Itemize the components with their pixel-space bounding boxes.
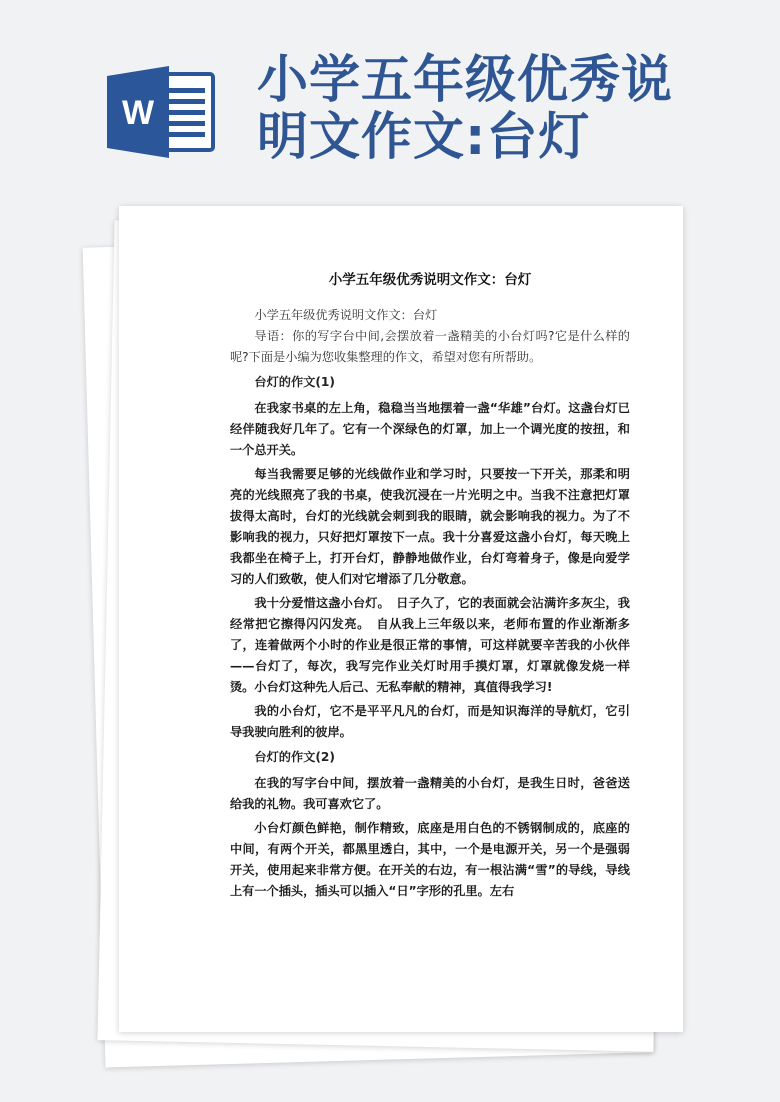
paragraph: 在我的写字台中间，摆放着一盏精美的小台灯，是我生日时，爸爸送给我的礼物。我可喜欢它了。 xyxy=(230,776,630,811)
page-title xyxy=(257,52,767,166)
paragraph: 我的小台灯，它不是平平凡凡的台灯，而是知识海洋的导航灯，它引导我驶向胜利的彼岸。 xyxy=(230,704,630,739)
document-title: 小学五年级优秀说明文作文：台灯 xyxy=(328,272,532,288)
paragraph: 我十分爱惜这盏小台灯。 日子久了，它的表面就会沾满许多灰尘，我经常把它擦得闪闪发亮。 自从我上三年级以来，老师布置的作业渐渐多了，连着做两个小时的作业是很正常的事情，可这样就要辛苦我的小伙伴——台灯了，每次，我写完作业关灯时用手摸灯罩，灯罩就像发烧一样烫。小台灯这种先人后己、无私奉献的精神，真值得我学习! xyxy=(230,596,630,694)
paragraph: 小台灯颜色鲜艳，制作精致，底座是用白色的不锈钢制成的，底座的中间，有两个开关，都黑里透白，其中，一个是电源开关，另一个是强弱开关，使用起来非常方便。在开关的右边，有一根沾满“雪”的导线，导线上有一个插头，插头可以插入“日”字形的孔里。左右 xyxy=(230,821,630,898)
document-page xyxy=(119,206,683,1032)
document-body xyxy=(230,268,630,905)
intro-guide: 导语：你的写字台中间,会摆放着一盏精美的小台灯吗?它是什么样的呢?下面是小编为您收集整理的作文，希望对您有所帮助。 xyxy=(230,329,630,364)
section-heading: 台灯的作文(1) xyxy=(254,375,335,389)
paragraph: 在我家书桌的左上角，稳稳当当地摆着一盏“华雄”台灯。这盏台灯已经伴随我好几年了。它有一个深绿色的灯罩，加上一个调光度的按扭，和一个总开关。 xyxy=(230,401,630,457)
page-title-line2: 明文作文:台灯 xyxy=(257,108,591,167)
word-logo-icon xyxy=(107,66,217,158)
paragraph: 每当我需要足够的光线做作业和学习时，只要按一下开关，那柔和明亮的光线照亮了我的书桌，使我沉浸在一片光明之中。当我不注意把灯罩拔得太高时，台灯的光线就会刺到我的眼睛，就会影响我的视力。为了不影响我的视力，只好把灯罩按下一点。我十分喜爱这盏小台灯，每天晚上我都坐在椅子上，打开台灯，静静地做作业，台灯弯着身子，像是向爱学习的人们致敬，使人们对它增添了几分敬意。 xyxy=(230,467,630,586)
logo-letter: W xyxy=(121,94,155,132)
section-heading: 台灯的作文(2) xyxy=(254,750,335,764)
intro-line: 小学五年级优秀说明文作文：台灯 xyxy=(254,308,438,322)
page-title-line1: 小学五年级优秀说 xyxy=(257,51,674,110)
